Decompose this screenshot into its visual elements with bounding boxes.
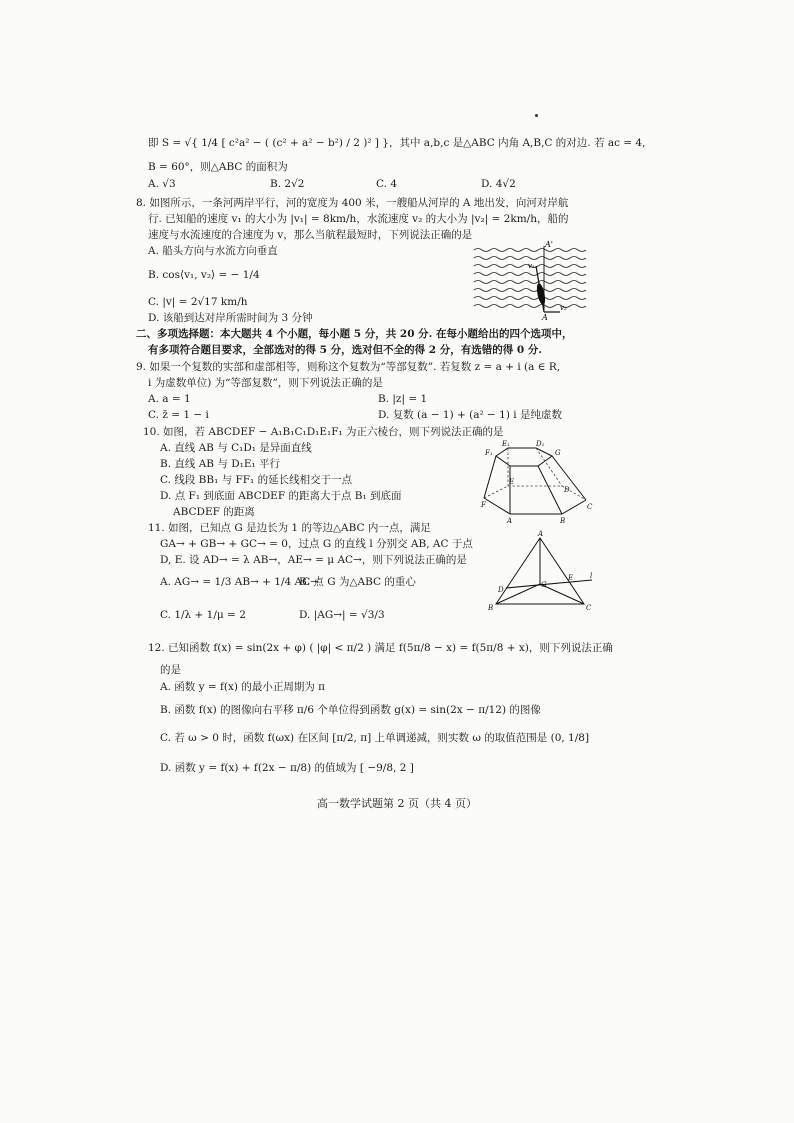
q10-option-a: A. 直线 AB 与 C₁D₁ 是异面直线 <box>160 442 312 454</box>
q11-stem-1: 11. 如图，已知点 G 是边长为 1 的等边△ABC 内一点，满足 <box>148 522 431 534</box>
label-f1: F₁ <box>485 449 493 457</box>
label-g: G <box>541 581 547 589</box>
label-e: E <box>568 574 574 582</box>
base-edge-bc <box>562 500 586 514</box>
q9-stem-1: 9. 如果一个复数的实部和虚部相等，则称这个复数为“等部复数”. 若复数 z = a + i (a ∈ R, <box>136 361 561 373</box>
q11-option-b: B. 点 G 为△ABC 的重心 <box>299 576 416 588</box>
label-b: B <box>488 604 494 612</box>
q7-option-d: D. 4√2 <box>481 178 516 190</box>
q10-stem: 10. 如图，若 ABCDEF − A₁B₁C₁D₁E₁F₁ 为正六棱台，则下列说法正确的是 <box>143 426 504 438</box>
q9-stem-2: i 为虚数单位) 为“等部复数”，则下列说法正确的是 <box>148 377 383 389</box>
top-hexagon <box>496 448 552 466</box>
q12-option-a: A. 函数 y = f(x) 的最小正周期为 π <box>160 681 326 693</box>
q9-option-a: A. a = 1 <box>148 393 191 405</box>
line-l <box>506 580 592 588</box>
q8-option-c: C. |v| = 2√17 km/h <box>148 296 248 308</box>
q10-option-b: B. 直线 AB 与 D₁E₁ 平行 <box>160 458 281 470</box>
q10-option-c: C. 线段 BB₁ 与 FF₁ 的延长线相交于一点 <box>160 474 353 486</box>
q9-option-d: D. 复数 (a − 1) + (a² − 1) i 是纯虚数 <box>378 409 562 421</box>
hidden-edge-fe <box>484 486 508 498</box>
label-c: C <box>586 604 592 612</box>
label-v1: v₁ <box>528 262 535 270</box>
q7-option-a: A. √3 <box>148 178 176 190</box>
label-g: G <box>555 449 561 457</box>
q12-stem-2: 的是 <box>160 664 181 676</box>
q7-option-b: B. 2√2 <box>270 178 305 190</box>
q8-option-d: D. 该船到达对岸所需时间为 3 分钟 <box>148 312 313 324</box>
q8-stem-3: 速度与水流速度的合速度为 v，那么当航程最短时，下列说法正确的是 <box>148 229 473 241</box>
label-e1: E₁ <box>502 440 510 448</box>
label-a: A <box>507 517 513 525</box>
q7-formula-line: 即 S = √{ 1/4 [ c²a² − ( (c² + a² − b²) / 2 )² ] }，其中 a,b,c 是△ABC 内角 A,B,C 的对边. 若 ac = 4, <box>148 137 646 149</box>
q11-option-d: D. |AG→| = √3/3 <box>299 609 385 621</box>
q8-option-a: A. 船头方向与水流方向垂直 <box>148 245 278 257</box>
label-l: l <box>590 572 593 580</box>
q10-option-d-1: D. 点 F₁ 到底面 ABCDEF 的距离大于点 B₁ 到底面 <box>160 490 402 502</box>
q12-stem-1: 12. 已知函数 f(x) = sin(2x + φ) ( |φ| < π/2 ) 满足 f(5π/8 − x) = f(5π/8 + x)，则下列说法正确 <box>148 642 613 654</box>
triangle-figure <box>486 528 596 614</box>
q12-option-c: C. 若 ω > 0 时，函数 f(ωx) 在区间 [π/2, π] 上单调递减，则实数 ω 的取值范围是 (0, 1/8] <box>160 732 590 744</box>
label-d: D <box>498 586 504 594</box>
lateral-bb1 <box>538 466 562 514</box>
label-v2: v₂ <box>560 304 567 312</box>
q11-option-c: C. 1/λ + 1/μ = 2 <box>160 609 246 621</box>
page-footer: 高一数学试题第 2 页（共 4 页） <box>317 797 477 810</box>
q12-option-b: B. 函数 f(x) 的图像向右平移 π/6 个单位得到函数 g(x) = sin(2x − π/12) 的图像 <box>160 704 541 716</box>
q10-option-d-2: ABCDEF 的距离 <box>173 506 255 518</box>
label-f: F <box>481 501 486 509</box>
q12-option-d: D. 函数 y = f(x) + f(2x − π/8) 的值域为 [ −9/8, 2 ] <box>160 762 414 774</box>
lateral-ff1 <box>484 456 496 498</box>
q8-stem-2: 行. 已知船的速度 v₁ 的大小为 |v₁| = 8km/h，水流速度 v₂ 的大小为 |v₂| = 2km/h，船的 <box>148 213 569 225</box>
q8-option-b: B. cos⟨v₁, v₂⟩ = − 1/4 <box>148 269 260 281</box>
river-figure <box>472 240 592 320</box>
scan-speck <box>535 114 538 117</box>
section2-rules: 有多项符合题目要求，全部选对的得 5 分，选对但不全的得 2 分，有选错的得 0 分. <box>148 344 543 356</box>
boat-icon <box>535 283 546 306</box>
q11-option-a: A. AG→ = 1/3 AB→ + 1/4 AC→ <box>160 576 319 588</box>
q8-stem-1: 8. 如图所示，一条河两岸平行，河的宽度为 400 米，一艘船从河岸的 A 地出发，向河对岸航 <box>136 197 569 209</box>
q9-option-b: B. |z| = 1 <box>378 393 428 405</box>
q7-option-c: C. 4 <box>376 178 398 190</box>
label-b: B <box>560 517 566 525</box>
label-e: E <box>509 478 515 486</box>
label-c: C <box>587 503 593 511</box>
frustum-figure <box>482 438 597 528</box>
label-d: D <box>564 486 570 494</box>
label-a: A <box>542 313 548 322</box>
q7-condition: B = 60°，则△ABC 的面积为 <box>148 161 288 173</box>
label-a-prime: A' <box>545 240 553 249</box>
section2-heading: 二、多项选择题：本大题共 4 个小题，每小题 5 分，共 20 分. 在每小题给出的四个选项中， <box>136 328 573 340</box>
base-edge-fa <box>484 498 510 514</box>
q11-stem-3: D, E. 设 AD→ = λ AB→，AE→ = μ AC→，则下列说法正确的是 <box>160 554 467 566</box>
q11-stem-2: GA→ + GB→ + GC→ = 0，过点 G 的直线 l 分别交 AB, AC 于点 <box>160 538 473 550</box>
q9-option-c: C. z̄ = 1 − i <box>148 409 209 421</box>
label-d1: D₁ <box>536 440 545 448</box>
label-a: A <box>538 530 544 538</box>
